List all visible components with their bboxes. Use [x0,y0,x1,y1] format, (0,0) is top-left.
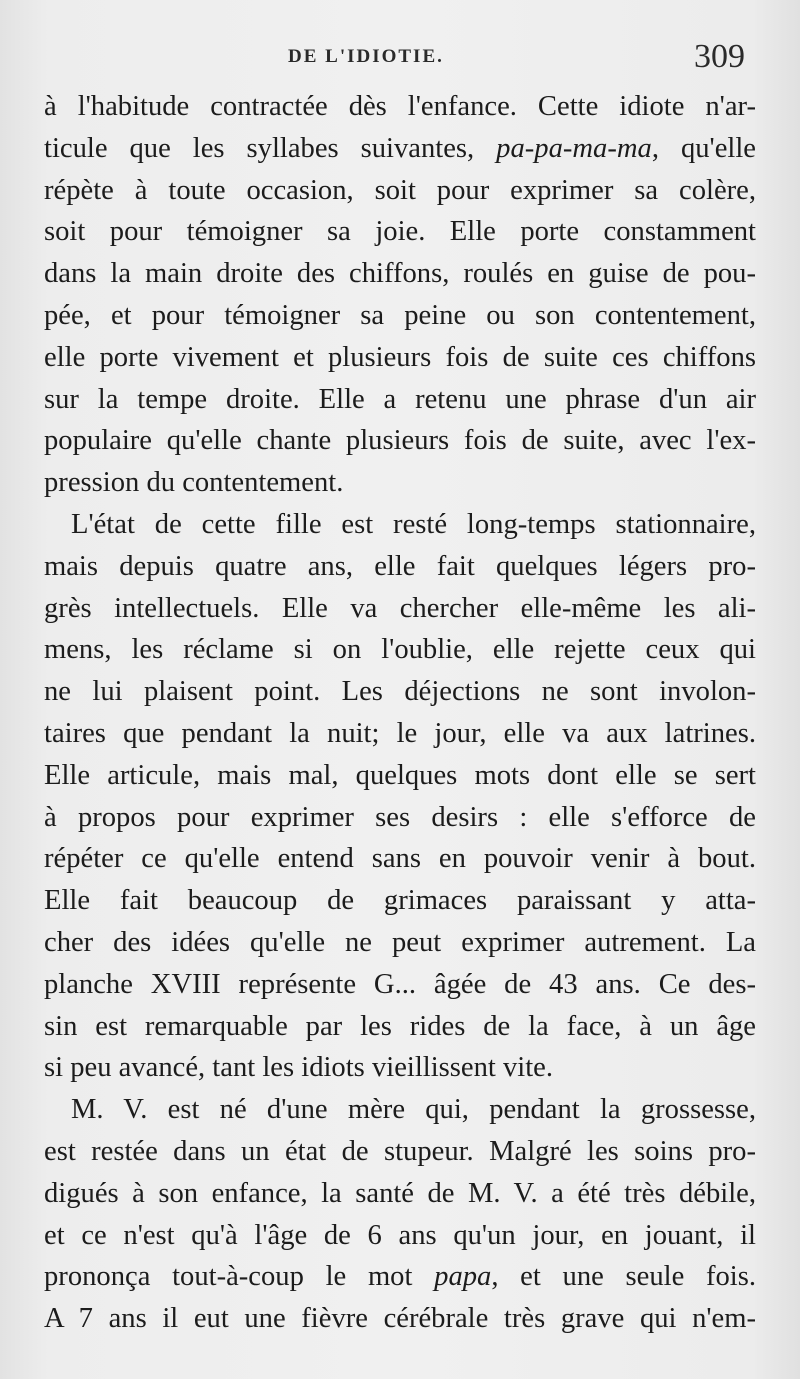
text-line: cher des idées qu'elle ne peut exprimer autrement. La [44,926,756,958]
text-line: si peu avancé, tant les idiots vieillissent vite. [44,1052,554,1084]
text-line: A 7 ans il eut une fièvre cérébrale très grave qui n'em- [44,1303,756,1335]
paragraph-1 [44,86,756,504]
text-line: mais depuis quatre ans, elle fait quelques légers pro- [44,550,756,582]
text-line: sur la tempe droite. Elle a retenu une phrase d'un air [44,383,756,415]
text-line: à l'habitude contractée dès l'enfance. Cette idiote n'ar- [44,91,756,122]
text-line: elle porte vivement et plusieurs fois de suite ces chiffons [44,341,756,373]
text-line: taires que pendant la nuit; le jour, elle va aux latrines. [44,717,756,749]
text-line: prononça tout-à-coup le mot papa, et une seule fois. [44,1261,756,1293]
text-line: planche XVIII représente G... âgée de 43 ans. Ce des- [44,968,756,1000]
text-line: pée, et pour témoigner sa peine ou son contentement, [44,299,756,331]
body-text [44,86,756,1340]
text-line: L'état de cette fille est resté long-temps stationnaire, [71,508,756,540]
text-line: répète à toute occasion, soit pour exprimer sa colère, [44,174,756,206]
running-head [0,38,800,82]
running-title: DE L'IDIOTIE. [288,46,444,67]
text-line: et ce n'est qu'à l'âge de 6 ans qu'un jour, en jouant, il [44,1219,756,1251]
text-line: M. V. est né d'une mère qui, pendant la grossesse, [71,1094,756,1126]
text-line: mens, les réclame si on l'oublie, elle rejette ceux qui [44,634,756,666]
italic-word: papa [434,1261,492,1293]
text-line: est restée dans un état de stupeur. Malgré les soins pro- [44,1135,756,1167]
paragraph-2 [44,504,756,1089]
text-line: à propos pour exprimer ses desirs : elle s'efforce de [44,801,756,833]
text-line: ne lui plaisent point. Les déjections ne sont involon- [44,676,756,708]
text-line: grès intellectuels. Elle va chercher elle-même les ali- [44,592,756,624]
text-line: dans la main droite des chiffons, roulés en guise de pou- [44,258,756,290]
text-line: digués à son enfance, la santé de M. V. a été très débile, [44,1177,756,1209]
page-number: 309 [694,38,745,75]
text-line: pression du contentement. [44,467,344,499]
text-line: Elle fait beaucoup de grimaces paraissant y atta- [44,885,756,917]
text-line: ticule que les syllabes suivantes, pa-pa-ma-ma, qu'elle [44,132,756,164]
text-line: répéter ce qu'elle entend sans en pouvoir venir à bout. [44,843,756,875]
text-line: populaire qu'elle chante plusieurs fois de suite, avec l'ex- [44,425,756,457]
italic-syllables: pa-pa-ma-ma [496,132,652,164]
text-line: soit pour témoigner sa joie. Elle porte constamment [44,216,756,248]
paragraph-3 [44,1089,756,1340]
text-line: sin est remarquable par les rides de la face, à un âge [44,1010,756,1042]
text-line: Elle articule, mais mal, quelques mots dont elle se sert [44,759,756,791]
